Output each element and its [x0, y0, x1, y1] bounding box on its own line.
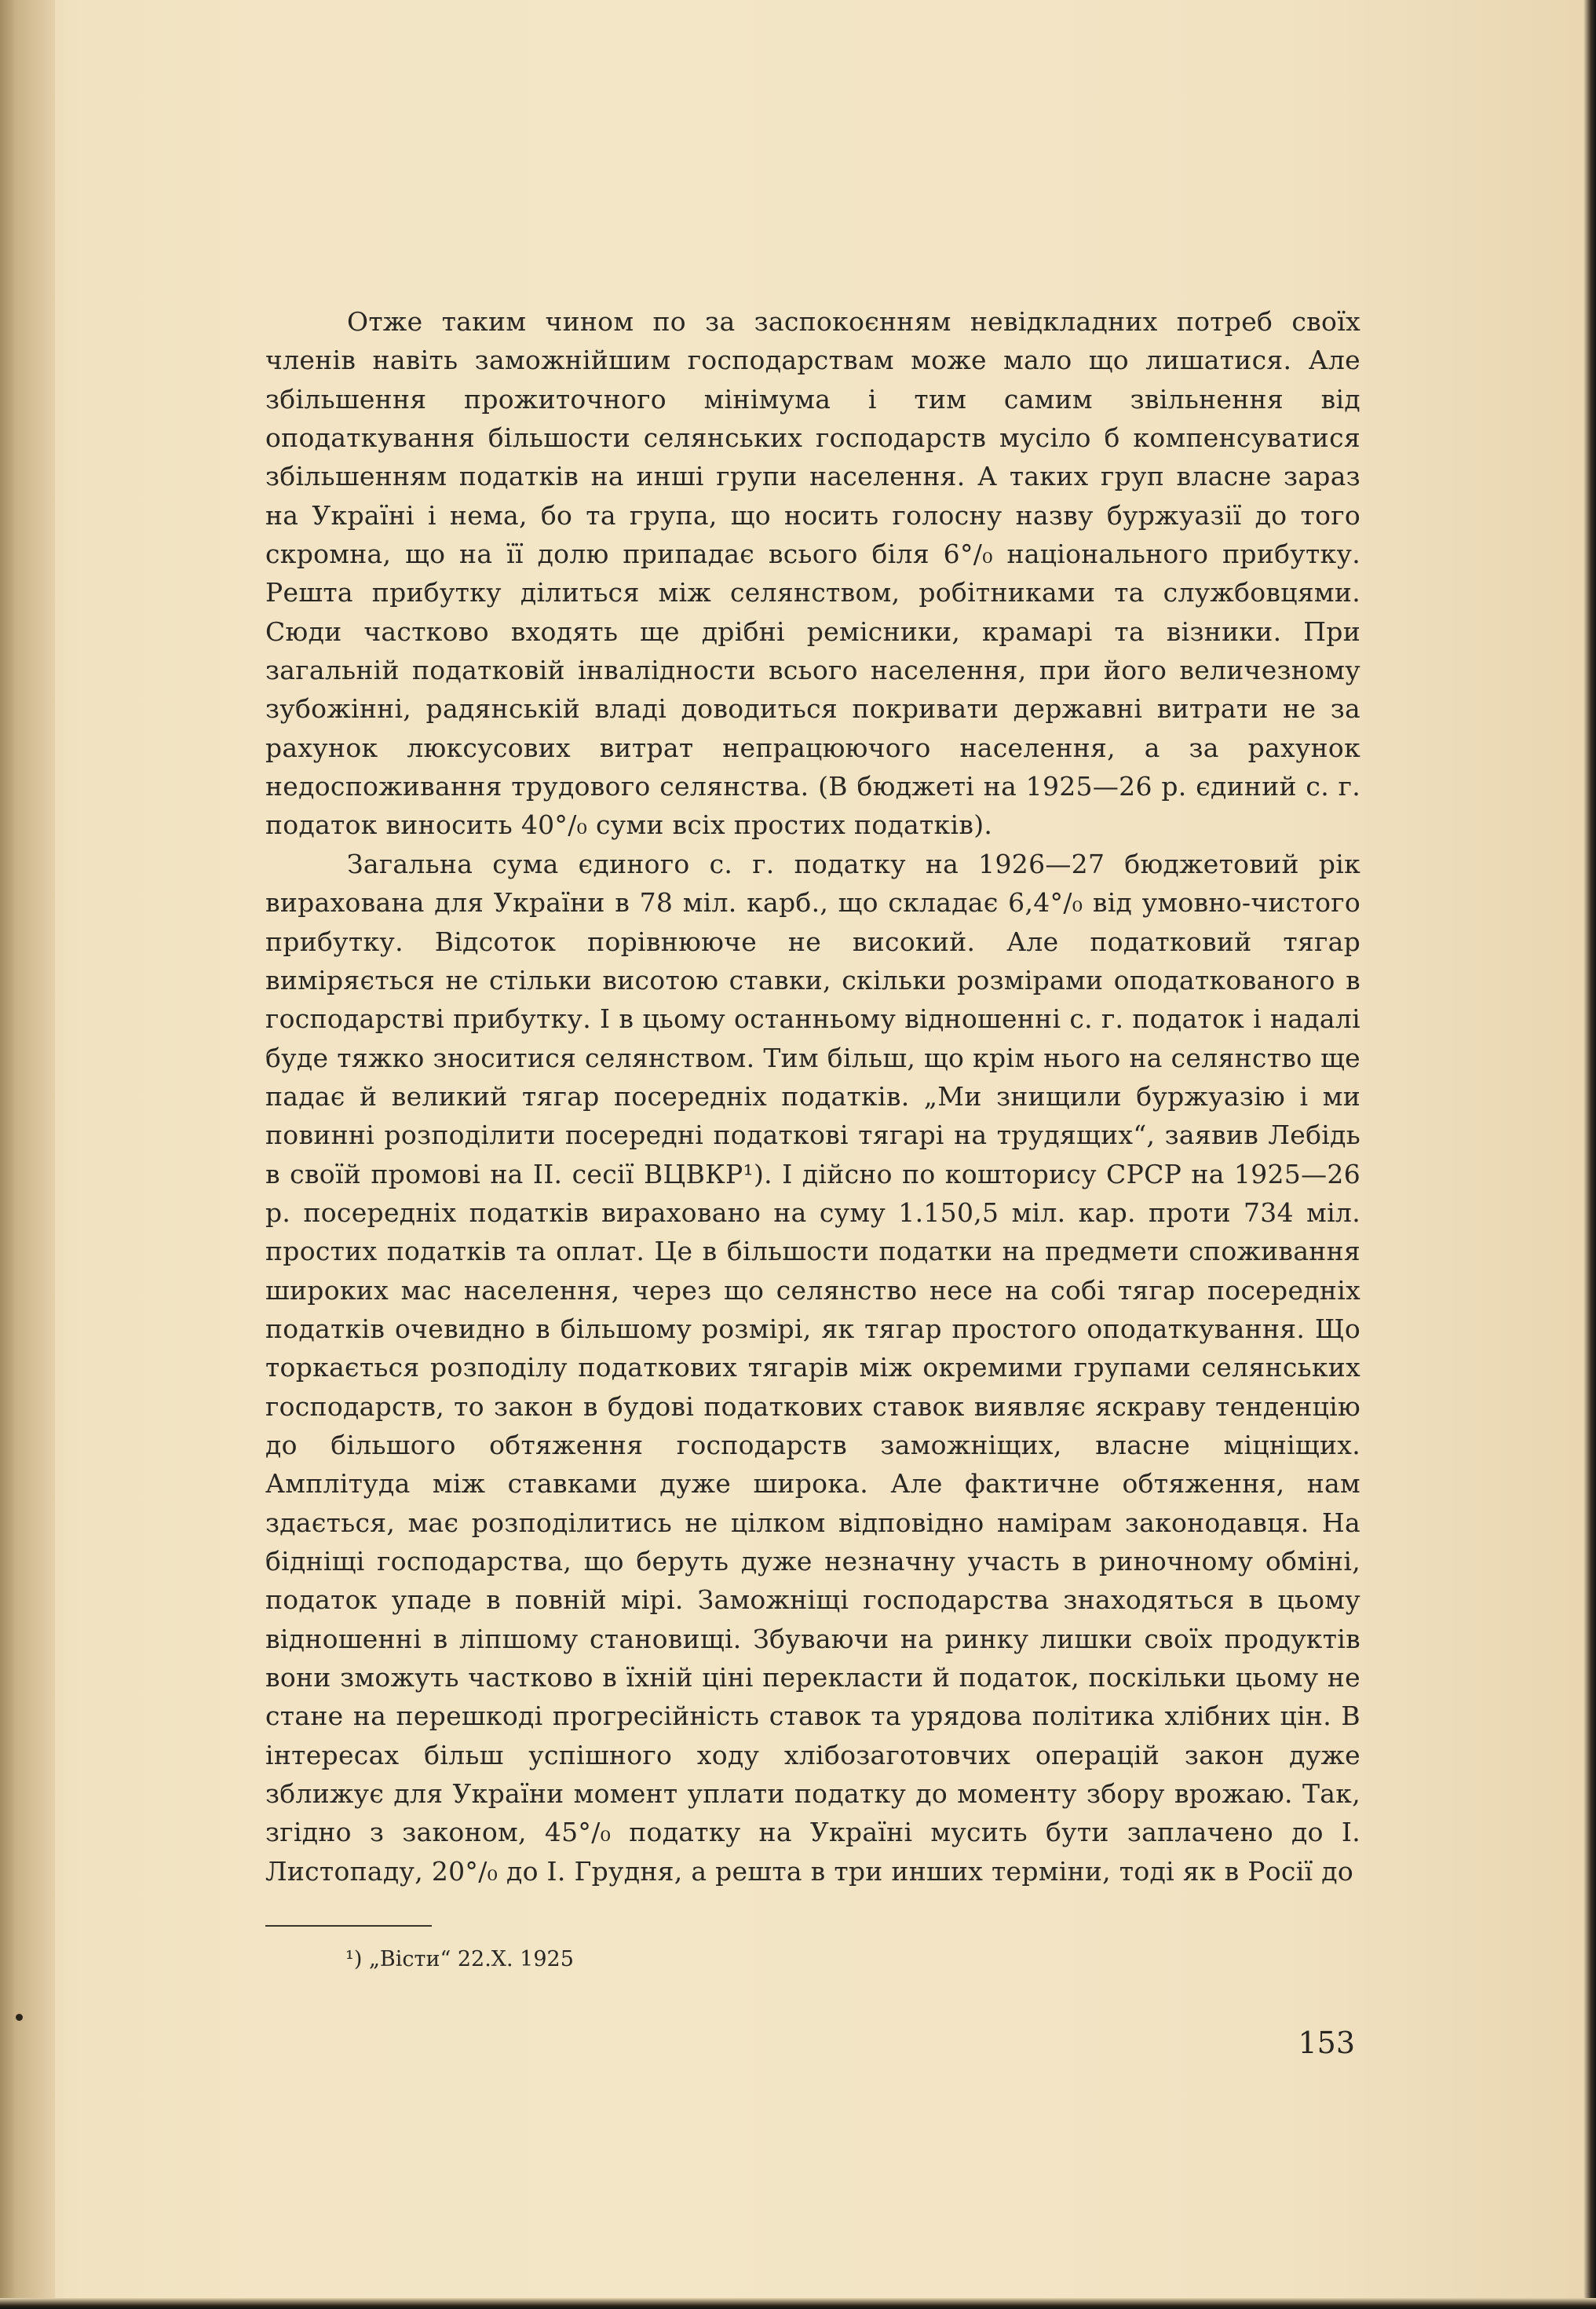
page-bottom-edge: [0, 2298, 1596, 2309]
margin-ink-mark: [16, 2014, 23, 2021]
paragraph-2: Загальна сума єдиного с. г. податку на 1926—27 бюджетовий рік вирахована для України в 78 міл. карб., що складає 6,4°/₀ від умовно-чистого прибутку. Відсоток порівнююче не високий. Але податковий тягар виміряється не стільки висотою ставки, скільки розмірами оподаткованого в господарстві прибутку. І в цьому останньому відношенні с. г. податок і надалі буде тяжко зноситися селянством. Тим більш, що крім нього на селянство ще падає й великий тягар посередніх податків. „Ми знищили буржуазію і ми повинні розподілити посередні податкові тягарі на трудящих“, заявив Лебідь в своїй промові на ІІ. сесії ВЦВКР¹). І дійсно по кошторису СРСР на 1925—26 р. посередніх податків вираховано на суму 1.150,5 міл. кар. проти 734 міл. простих податків та оплат. Це в більшости податки на предмети споживання широких мас населення, через що селянство несе на собі тягар посередніх податків очевидно в більшому розмірі, як тягар простого оподаткування. Що торкається розподілу податкових тягарів між окремими групами селянських господарств, то закон в будові податкових ставок виявляє яскраву тенденцію до більшого обтяження господарств заможніщих, власне міцніщих. Амплітуда між ставками дуже широка. Але фактичне обтяження, нам здається, має розподілитись не цілком відповідно намірам законодавця. На бідніщі господарства, що беруть дуже незначну участь в риночному обміні, податок упаде в повній мірі. Заможніщі господарства знаходяться в цьому відношенні в ліпшому становищі. Збуваючи на ринку лишки своїх продуктів вони зможуть частково в їхній ціні перекласти й податок, поскільки цьому не стане на перешкоді прогресійність ставок та урядова політика хлібних цін. В інтересах більш успішного ходу хлібозаготовчих операцій закон дуже зближує для України момент уплати податку до моменту збору врожаю. Так, згідно з законом, 45°/₀ податку на Україні мусить бути заплачено до І. Листопаду, 20°/₀ до І. Грудня, а решта в три инших терміни, тоді як в Росії до: [265, 848, 1360, 1887]
footnote: ¹) „Вісти“ 22.Х. 1925: [345, 1947, 574, 1971]
page-number: 153: [1298, 2026, 1355, 2060]
page-right-edge: [1583, 0, 1596, 2309]
body-text: [265, 302, 1360, 1891]
paragraph-1: Отже таким чином по за заспокоєнням невідкладних потреб своїх членів навіть заможнійшим господарствам може мало що лишатися. Але збільшення прожиточного мінімума і тим самим звільнення від оподаткування більшости селянських господарств мусіло б компенсуватися збільшенням податків на инші групи населення. А таких груп власне зараз на Україні і нема, бо та група, що носить голосну назву буржуазії до того скромна, що на її долю припадає всього біля 6°/₀ національного прибутку. Решта прибутку ділиться між селянством, робітниками та службовцями. Сюди частково входять ще дрібні ремісники, крамарі та візники. При загальній податковій інвалідности всього населення, при його величезному зубожінні, радянській владі доводиться покривати державні витрати не за рахунок люксусових витрат непрацюючого населення, а за рахунок недоспоживання трудового селянства. (В бюджеті на 1925—26 р. єдиний с. г. податок виносить 40°/₀ суми всіх простих податків).: [265, 306, 1360, 841]
page-spine-shadow: [0, 0, 55, 2309]
footnote-separator: [265, 1925, 432, 1927]
